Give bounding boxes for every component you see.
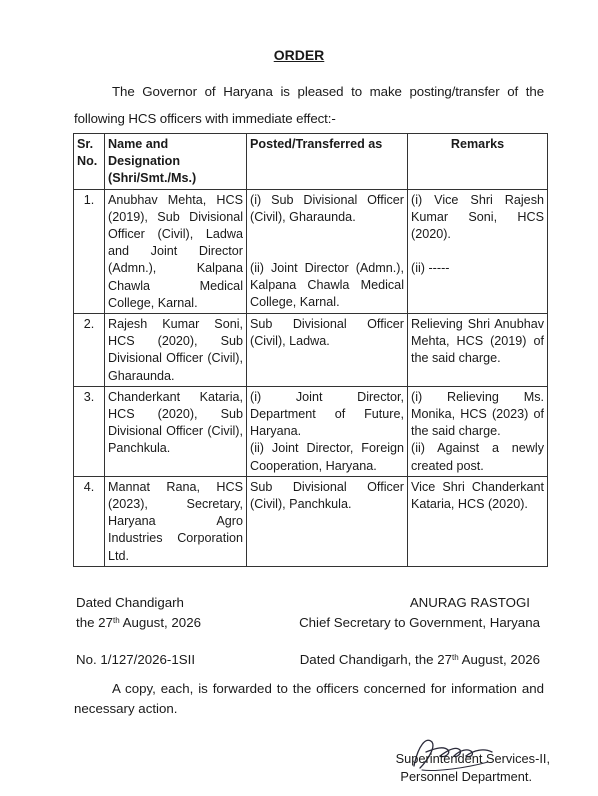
endorsement-date: Dated Chandigarh, the 27th August, 2026 [299, 652, 540, 667]
row-posted-as [247, 314, 408, 387]
posted-item: (i) Sub Divisional Officer (Civil), Gharaunda. [250, 192, 404, 224]
row-sr-no: 2. [74, 314, 105, 387]
remark-item: (i) Vice Shri Rajesh Kumar Soni, HCS (2020). [411, 192, 544, 242]
dated-line-1: Dated Chandigarh [76, 595, 184, 610]
row-name-designation: Chanderkant Kataria, HCS (2020), Sub Divisional Officer (Civil), Panchkula. [105, 386, 247, 476]
remark-item: (ii) Against a newly created post. [411, 441, 544, 473]
signatory-name: ANURAG RASTOGI [409, 595, 530, 610]
endorsement-number: No. 1/127/2026-1SII [76, 652, 196, 667]
row-remarks [408, 314, 548, 387]
row-posted-as [247, 386, 408, 476]
posting-table [73, 133, 548, 567]
row-name-designation: Anubhav Mehta, HCS (2019), Sub Divisional Officer (Civil), Ladwa and Joint Director (Admn.), Kalpana Chawla Medical College, Karnal. [105, 189, 247, 313]
row-sr-no: 1. [74, 189, 105, 313]
intro-paragraph: The Governor of Haryana is pleased to make posting/transfer of the following HCS officers with immediate effect:- [74, 84, 544, 126]
remark-item: (i) Relieving Ms. Monika, HCS (2023) of the said charge. [411, 389, 544, 439]
header-posted-as: Posted/Transferred as [247, 134, 408, 190]
row-name-designation: Mannat Rana, HCS (2023), Secretary, Haryana Agro Industries Corporation Ltd. [105, 476, 247, 566]
posted-item: (ii) Joint Director (Admn.), Kalpana Chawla Medical College, Karnal. [250, 261, 404, 310]
remark-item: Relieving Shri Anubhav Mehta, HCS (2019) of the said charge. [411, 317, 544, 366]
table-row [74, 476, 548, 566]
row-name-designation: Rajesh Kumar Soni, HCS (2020), Sub Divisional Officer (Civil), Gharaunda. [105, 314, 247, 387]
posted-item: Sub Divisional Officer (Civil), Ladwa. [250, 317, 404, 349]
order-heading: ORDER [273, 47, 325, 63]
header-sr-no: Sr. No. [74, 134, 105, 190]
table-row [74, 314, 548, 387]
row-sr-no: 3. [74, 386, 105, 476]
copy-forwarded-paragraph: A copy, each, is forwarded to the officers concerned for information and necessary action. [74, 681, 544, 716]
remark-item: Vice Shri Chanderkant Kataria, HCS (2020). [411, 479, 544, 512]
signatory-block [299, 593, 540, 633]
superintendent-title: Superintendent Services-II, [395, 751, 550, 766]
posted-item: (i) Joint Director, Department of Future, Haryana. [250, 389, 404, 439]
superintendent-block [360, 750, 550, 786]
department-name: Personnel Department. [400, 769, 532, 784]
remark-item: (ii) ----- [411, 261, 450, 276]
signatory-title: Chief Secretary to Government, Haryana [299, 615, 540, 630]
header-name-designation: Name and Designation (Shri/Smt./Ms.) [105, 134, 247, 190]
table-row [74, 386, 548, 476]
row-sr-no: 4. [74, 476, 105, 566]
table-header-row [74, 134, 548, 190]
row-posted-as [247, 189, 408, 313]
row-remarks [408, 189, 548, 313]
table-row [74, 189, 548, 313]
row-remarks [408, 476, 548, 566]
posted-item: (ii) Joint Director, Foreign Cooperation, Haryana. [250, 441, 404, 473]
dated-place [76, 593, 201, 633]
row-remarks [408, 386, 548, 476]
header-remarks: Remarks [408, 134, 548, 190]
dated-line-2: the 27th August, 2026 [76, 615, 201, 630]
posted-item: Sub Divisional Officer (Civil), Panchkula. [250, 479, 404, 512]
row-posted-as [247, 476, 408, 566]
